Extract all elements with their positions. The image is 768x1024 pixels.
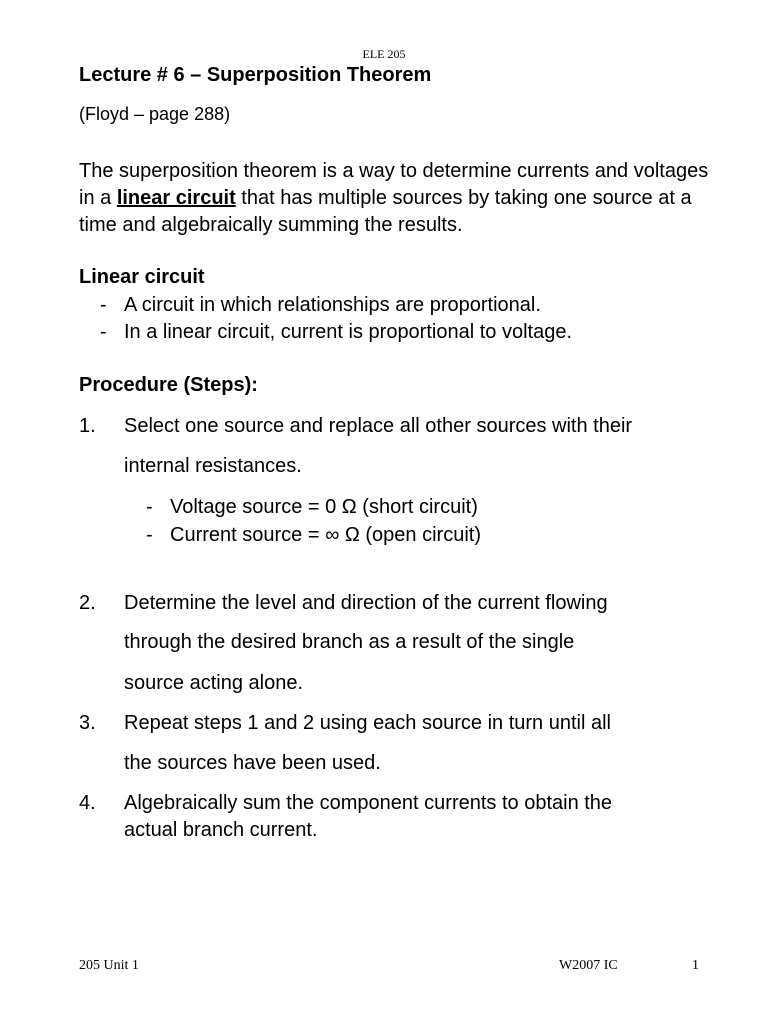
intro-text-after: that has multiple sources by taking one source at a time and algebraically summing the results. xyxy=(79,187,692,236)
bullet-text: Voltage source = 0 Ω (short circuit) xyxy=(170,496,478,518)
page-title: Lecture # 6 – Superposition Theorem xyxy=(79,64,432,86)
step-text: Determine the level and direction of the current flowing xyxy=(124,592,608,614)
step-text: actual branch current. xyxy=(124,819,318,841)
page-number: 1 xyxy=(692,958,699,973)
source-reference: (Floyd – page 288) xyxy=(79,104,231,124)
bullet-dash: - xyxy=(100,321,107,343)
procedure-heading: Procedure (Steps): xyxy=(79,374,258,396)
bullet-dash: - xyxy=(146,496,153,518)
step-text: the sources have been used. xyxy=(124,752,381,774)
step-text: through the desired branch as a result of the single xyxy=(124,631,575,653)
course-header: ELE 205 xyxy=(362,47,406,61)
step-number: 3. xyxy=(79,712,96,734)
intro-text-before: The superposition theorem is a way to determine currents and voltages in a xyxy=(79,160,709,209)
bullet-dash: - xyxy=(146,524,153,546)
bullet-dash: - xyxy=(100,294,107,316)
step-number: 2. xyxy=(79,592,96,614)
intro-paragraph xyxy=(79,158,719,239)
step-text: internal resistances. xyxy=(124,455,302,477)
step-text: Select one source and replace all other sources with their xyxy=(124,415,633,437)
step-text: Repeat steps 1 and 2 using each source in turn until all xyxy=(124,712,611,734)
step-number: 4. xyxy=(79,792,96,814)
step-number: 1. xyxy=(79,415,96,437)
linear-circuit-heading: Linear circuit xyxy=(79,266,205,288)
bullet-text: A circuit in which relationships are proportional. xyxy=(124,294,541,316)
footer-unit: 205 Unit 1 xyxy=(79,958,139,973)
bullet-text: Current source = ∞ Ω (open circuit) xyxy=(170,524,481,546)
step-text: Algebraically sum the component currents to obtain the xyxy=(124,792,613,814)
step-text: source acting alone. xyxy=(124,672,304,694)
linear-circuit-term: linear circuit xyxy=(116,187,236,209)
footer-term: W2007 IC xyxy=(559,958,618,973)
bullet-text: In a linear circuit, current is proportional to voltage. xyxy=(124,321,572,343)
